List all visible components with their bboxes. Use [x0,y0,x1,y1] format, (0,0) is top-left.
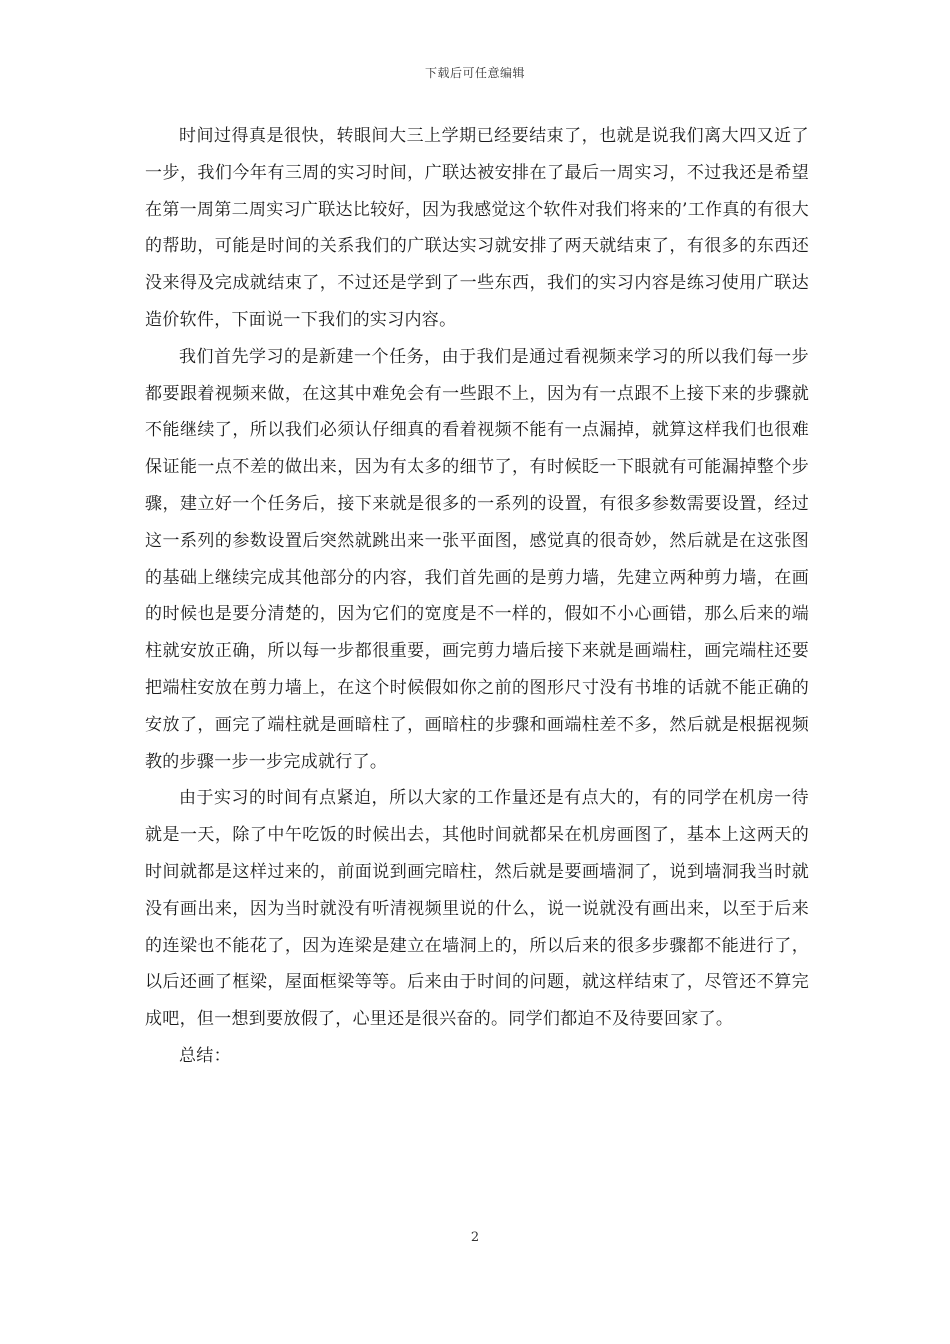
paragraph-summary-heading: 总结： [179,1045,231,1066]
paragraph-3: 由于实习的时间有点紧迫，所以大家的工作量还是有点大的，有的同学在机房一待就是一天，除了中午吃饭的时候出去，其他时间就都呆在机房画图了，基本上这两天的时间就都是这样过来的，前面说到画完暗柱，然后就是要画墙洞了，说到墙洞我当时就没有画出来，因为当时就没有听清视频里说的什么，说一说就没有画出来，以至于后来的连梁也不能花了，因为连梁是建立在墙洞上的，所以后来的很多步骤都不能进行了，以后还画了框梁，屋面框梁等等。后来由于时间的问题，就这样结束了，尽管还不算完成吧，但一想到要放假了，心里还是很兴奋的。同学们都迫不及待要回家了。 [145,788,809,1030]
page-number: 2 [470,1230,480,1245]
document-body [145,118,809,1075]
paragraph-1: 时间过得真是很快，转眼间大三上学期已经要结束了，也就是说我们离大四又近了一步，我们今年有三周的实习时间，广联达被安排在了最后一周实习，不过我还是希望在第一周第二周实习广联达比较好，因为我感觉这个软件对我们将来的’工作真的有很大的帮助，可能是时间的关系我们的广联达实习就安排了两天就结束了，有很多的东西还没来得及完成就结束了，不过还是学到了一些东西，我们的实习内容是练习使用广联达造价软件，下面说一下我们的实习内容。 [145,126,809,330]
paragraph-2: 我们首先学习的是新建一个任务，由于我们是通过看视频来学习的所以我们每一步都要跟着视频来做，在这其中难免会有一些跟不上，因为有一点跟不上接下来的步骤就不能继续了，所以我们必须认仔细真的看着视频不能有一点漏掉，就算这样我们也很难保证能一点不差的做出来，因为有太多的细节了，有时候眨一下眼就有可能漏掉整个步骤，建立好一个任务后，接下来就是很多的一系列的设置，有很多参数需要设置，经过这一系列的参数设置后突然就跳出来一张平面图，感觉真的很奇妙，然后就是在这张图的基础上继续完成其他部分的内容，我们首先画的是剪力墙，先建立两种剪力墙，在画的时候也是要分清楚的，因为它们的宽度是不一样的，假如不小心画错，那么后来的端柱就安放正确，所以每一步都很重要，画完剪力墙后接下来就是画端柱，画完端柱还要把端柱安放在剪力墙上，在这个时候假如你之前的图形尺寸没有书堆的话就不能正确的安放了，画完了端柱就是画暗柱了，画暗柱的步骤和画端柱差不多，然后就是根据视频教的步骤一步一步完成就行了。 [145,346,809,772]
page-header: 下载后可任意编辑 [424,66,525,80]
